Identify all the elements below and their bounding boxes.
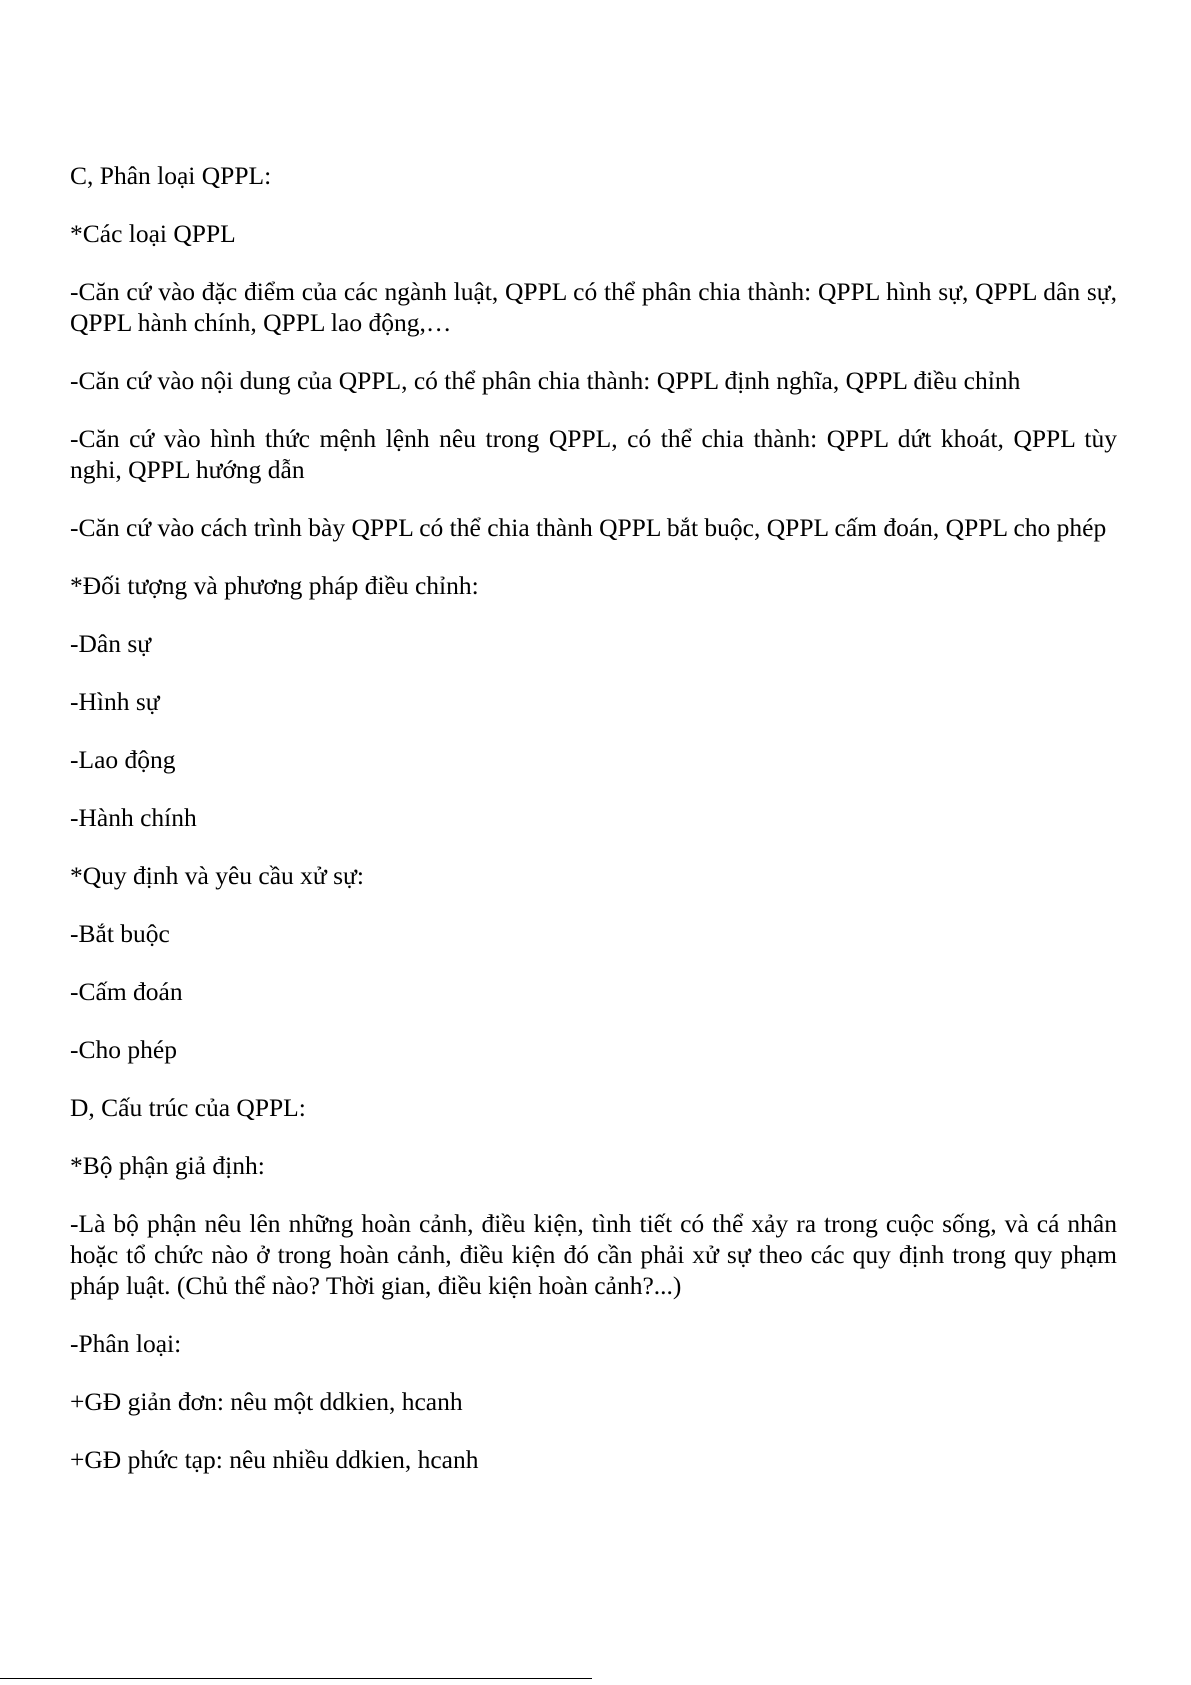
subheading-conduct-requirements: *Quy định và yêu cầu xử sự:: [70, 861, 364, 890]
list-item-labor: -Lao động: [70, 745, 176, 774]
section-heading-c: C, Phân loại QPPL:: [70, 161, 272, 190]
section-heading-d: D, Cấu trúc của QPPL:: [70, 1093, 306, 1122]
list-item-criminal: -Hình sự: [70, 687, 160, 716]
list-item-civil: -Dân sự: [70, 629, 152, 658]
paragraph-classification: -Phân loại:: [70, 1329, 182, 1358]
paragraph-by-presentation: -Căn cứ vào cách trình bày QPPL có thể chia thành QPPL bắt buộc, QPPL cấm đoán, QPPL cho phép: [70, 513, 1107, 542]
list-item-complex-hypothesis: +GĐ phức tạp: nêu nhiều ddkien, hcanh: [70, 1445, 479, 1474]
paragraph-by-content: -Căn cứ vào nội dung của QPPL, có thể phân chia thành: QPPL định nghĩa, QPPL điều chỉnh: [70, 366, 1021, 395]
list-item-administrative: -Hành chính: [70, 803, 197, 832]
paragraph-by-command-form: -Căn cứ vào hình thức mệnh lệnh nêu trong QPPL, có thể chia thành: QPPL dứt khoát, QPPL tùy nghi, QPPL hướng dẫn: [70, 424, 1117, 484]
list-item-permissive: -Cho phép: [70, 1035, 177, 1064]
document-body: [70, 160, 1117, 1502]
list-item-mandatory: -Bắt buộc: [70, 919, 170, 948]
list-item-simple-hypothesis: +GĐ giản đơn: nêu một ddkien, hcanh: [70, 1387, 463, 1416]
subheading-subject-method: *Đối tượng và phương pháp điều chỉnh:: [70, 571, 479, 600]
subheading-types: *Các loại QPPL: [70, 219, 236, 248]
footer-divider: [0, 1678, 592, 1679]
list-item-prohibitive: -Cấm đoán: [70, 977, 183, 1006]
paragraph-hypothesis-definition: -Là bộ phận nêu lên những hoàn cảnh, điều kiện, tình tiết có thể xảy ra trong cuộc sống, và cá nhân hoặc tổ chức nào ở trong hoàn cảnh, điều kiện đó cần phải xử sự theo các quy định trong quy phạm pháp luật. (Chủ thể nào? Thời gian, điều kiện hoàn cảnh?...): [70, 1209, 1117, 1300]
paragraph-by-law-branch: -Căn cứ vào đặc điểm của các ngành luật, QPPL có thể phân chia thành: QPPL hình sự, QPPL dân sự, QPPL hành chính, QPPL lao động,…: [70, 277, 1117, 337]
subheading-hypothesis: *Bộ phận giả định:: [70, 1151, 265, 1180]
